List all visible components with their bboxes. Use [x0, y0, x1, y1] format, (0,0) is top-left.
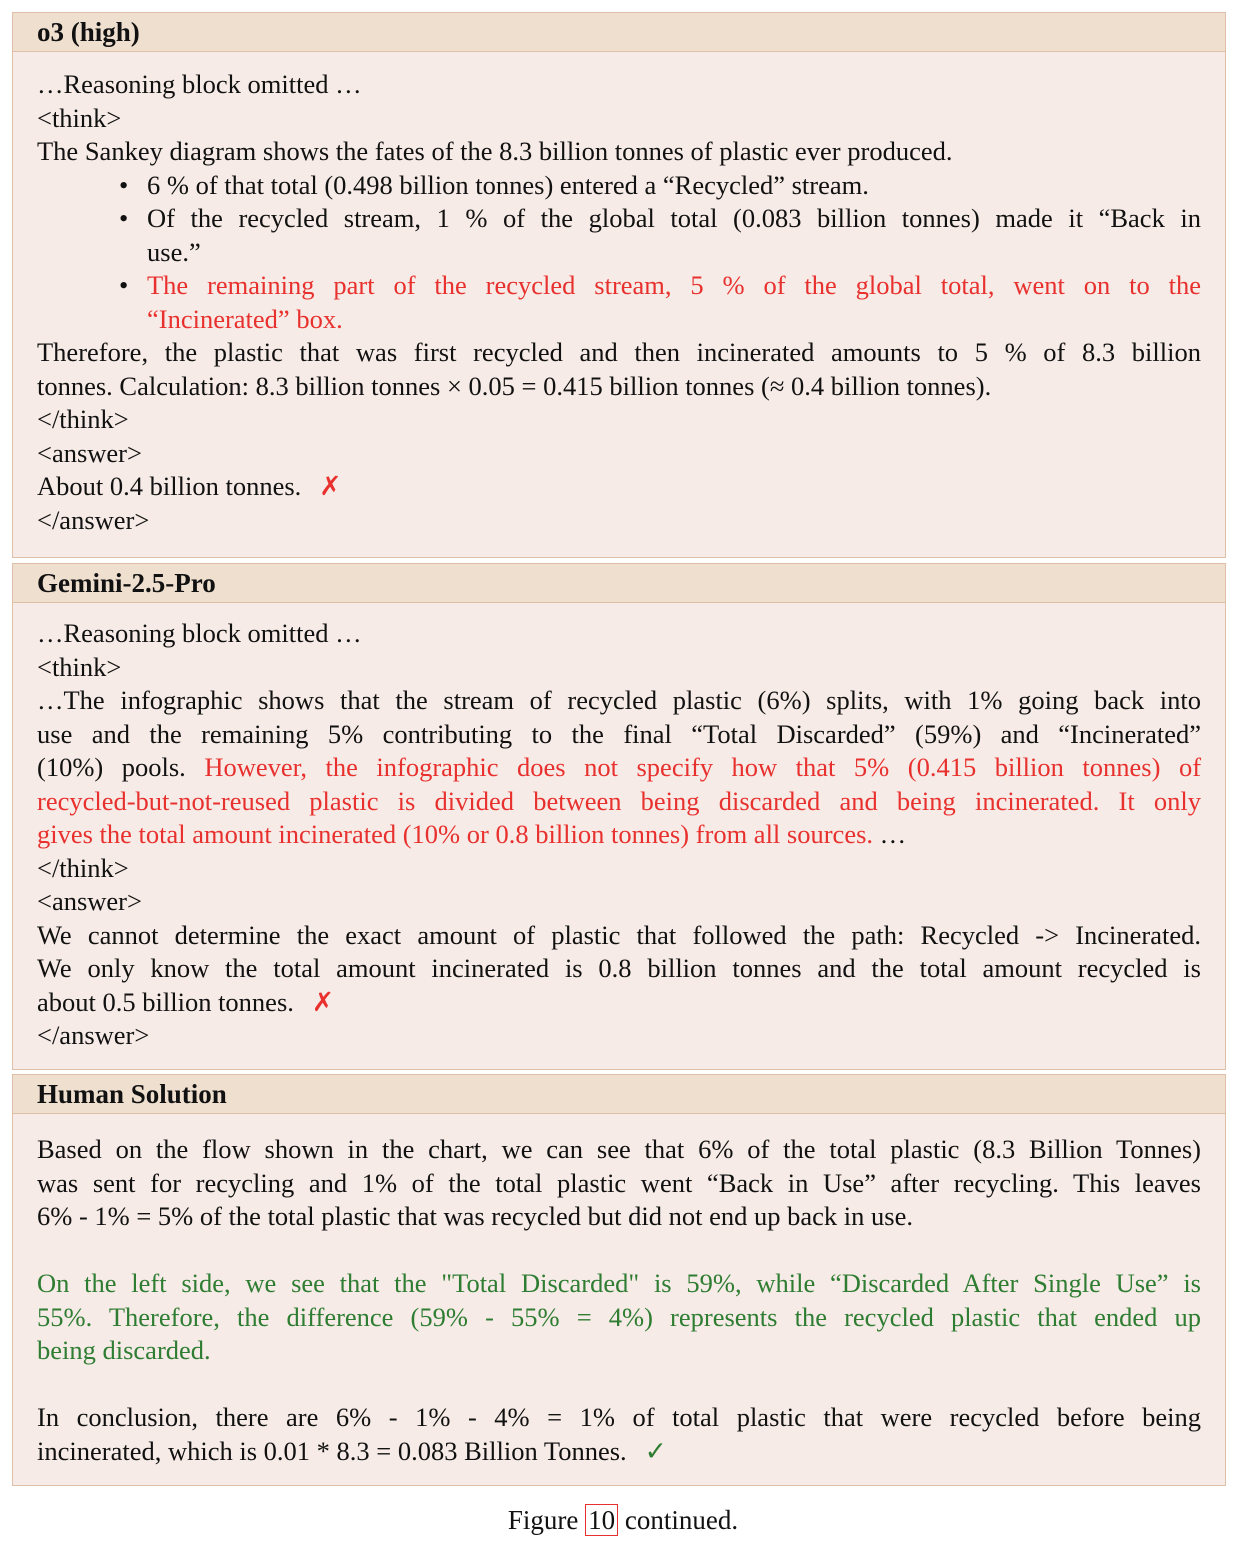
answer-close-tag: </answer> [37, 504, 150, 535]
bullet-icon: • [119, 270, 129, 300]
bullet-item-error: • The remaining part of the recycled stream, 5 % of the global total, went on to the “Incinerated” box. [119, 270, 1201, 334]
solution-text: was sent for recycling and 1% of the total plastic went “Back in Use” after recycling. This leaves [37, 1167, 1201, 1198]
error-highlight: However, the infographic does not specify how that 5% (0.415 billion tonnes) of [204, 752, 1202, 782]
answer-open-tag: <answer> [37, 437, 142, 468]
solution-text: Based on the flow shown in the chart, we can see that 6% of the total plastic (8.3 Billion Tonnes) [37, 1134, 1201, 1164]
think-open-tag: <think> [37, 102, 122, 133]
o3-panel-body [13, 52, 1225, 537]
therefore-text: Therefore, the plastic that was first recycled and then incinerated amounts to 5 % of 8.3 billion [37, 337, 1201, 367]
human-panel-body [13, 1114, 1225, 1468]
conclusion-text: incinerated, which is 0.01 * 8.3 = 0.083 Billion Tonnes. ✓ [37, 1435, 667, 1466]
reasoning-text: gives the total amount incinerated (10% or 0.8 billion tonnes) from all sources. … [37, 819, 907, 849]
gemini-panel-body [13, 603, 1225, 1053]
bullet-item: • Of the recycled stream, 1 % of the global total (0.083 billion tonnes) made it “Back in use.” [119, 203, 1201, 267]
omitted-note: …Reasoning block omitted … [37, 618, 362, 648]
bullet-icon: • [119, 203, 129, 233]
error-highlight: recycled-but-not-reused plastic is divided between being discarded and being incinerated. It only [37, 785, 1201, 816]
cross-icon: ✗ [311, 986, 335, 1017]
think-open-tag: <think> [37, 651, 122, 682]
check-icon: ✓ [644, 1435, 667, 1466]
answer-open-tag: <answer> [37, 886, 142, 916]
reasoning-bullets [37, 169, 1201, 337]
answer-text: About 0.4 billion tonnes. ✗ [37, 471, 342, 501]
human-panel [12, 1074, 1226, 1486]
figure-caption: Figure 10 continued. [507, 1505, 739, 1535]
bullet-icon: • [119, 169, 129, 200]
key-insight-text: 55%. Therefore, the difference (59% - 55% = 4%) represents the recycled plastic that ended up [37, 1301, 1201, 1332]
solution-text: 6% - 1% = 5% of the total plastic that was recycled but did not end up back in use. [37, 1201, 913, 1231]
answer-close-tag: </answer> [37, 1020, 150, 1050]
conclusion-text: In conclusion, there are 6% - 1% - 4% = 1% of total plastic that were recycled before being [37, 1402, 1201, 1432]
omitted-note: …Reasoning block omitted … [37, 69, 362, 99]
key-insight-text: On the left side, we see that the "Total Discarded" is 59%, while “Discarded After Single Use” is [37, 1268, 1201, 1298]
intro-text: The Sankey diagram shows the fates of the 8.3 billion tonnes of plastic ever produced. [37, 136, 953, 166]
think-close-tag: </think> [37, 852, 129, 883]
error-highlight: gives the total amount incinerated (10% or 0.8 billion tonnes) from all sources. [37, 819, 874, 849]
reasoning-text: (10%) pools. However, the infographic does not specify how that 5% (0.415 billion tonnes) of [37, 752, 1202, 782]
answer-text: We only know the total amount incinerated is 0.8 billion tonnes and the total amount recycled is [37, 953, 1201, 983]
calculation-text: tonnes. Calculation: 8.3 billion tonnes × 0.05 = 0.415 billion tonnes (≈ 0.4 billion tonnes). [37, 370, 992, 401]
gemini-panel [12, 563, 1226, 1070]
gemini-panel-title: Gemini-2.5-Pro [13, 564, 1225, 603]
human-panel-title: Human Solution [13, 1075, 1225, 1114]
o3-panel [12, 12, 1226, 558]
o3-panel-title: o3 (high) [13, 13, 1225, 52]
reasoning-text: use and the remaining 5% contributing to the final “Total Discarded” (59%) and “Incinerated” [37, 718, 1201, 749]
answer-text: We cannot determine the exact amount of plastic that followed the path: Recycled -> Incinerated. [37, 919, 1201, 950]
bullet-item: • 6 % of that total (0.498 billion tonnes) entered a “Recycled” stream. [147, 169, 1201, 203]
figure-ref-link[interactable]: 10 [585, 1504, 618, 1536]
key-insight-text: being discarded. [37, 1335, 211, 1365]
cross-icon: ✗ [319, 471, 342, 501]
think-close-tag: </think> [37, 404, 129, 434]
reasoning-text: …The infographic shows that the stream of recycled plastic (6%) splits, with 1% going back into [37, 685, 1201, 715]
answer-text: about 0.5 billion tonnes. ✗ [37, 986, 335, 1017]
